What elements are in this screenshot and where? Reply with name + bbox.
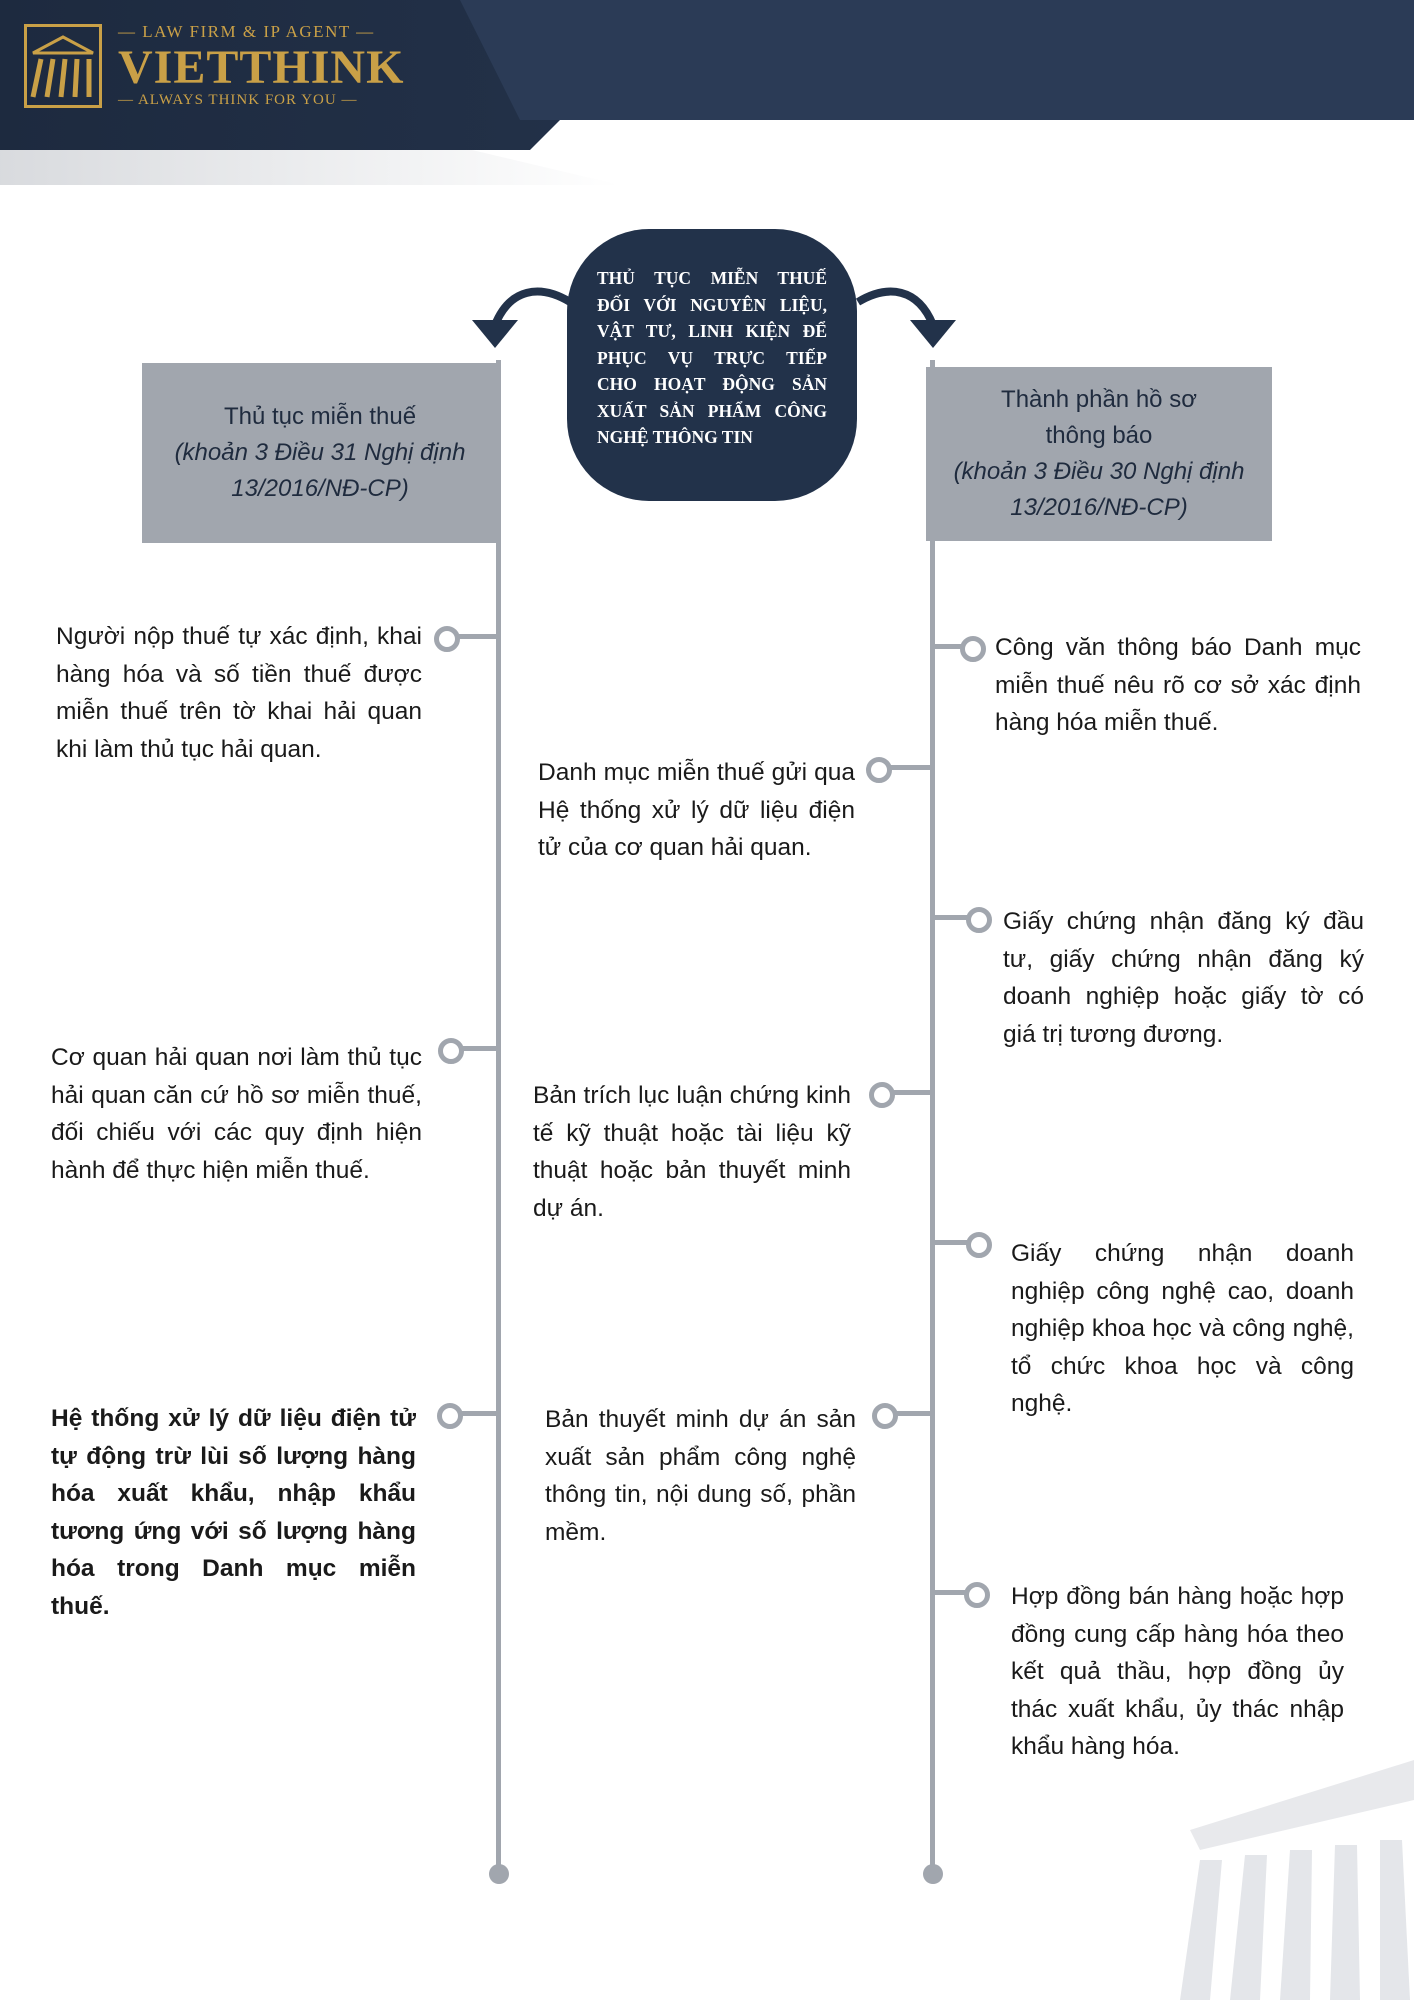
left-header-box xyxy=(142,363,498,543)
center-title-line: XUẤT SẢN PHẨM CÔNG xyxy=(597,400,827,421)
connector-stub xyxy=(461,1411,498,1416)
right-header-title: Thành phần hồ sơ xyxy=(1001,386,1197,413)
right-rail-end xyxy=(923,1864,943,1884)
left-header-ref-2: 13/2016/NĐ-CP) xyxy=(231,475,409,502)
right-item-1: Công văn thông báo Danh mục miễn thuế nêu rõ cơ sở xác định hàng hóa miễn thuế. xyxy=(995,634,1361,736)
right-header-ref: (khoản 3 Điều 30 Nghị định xyxy=(953,458,1245,485)
connector-knob xyxy=(960,636,986,662)
left-step-1: Người nộp thuế tự xác định, khai hàng hóa và số tiền thuế được miễn thuế trên tờ khai hải quan khi làm thủ tục hải quan. xyxy=(56,623,422,763)
left-header-title: Thủ tục miễn thuế xyxy=(223,403,417,430)
connector-stub xyxy=(932,915,968,920)
connector-knob xyxy=(438,1038,464,1064)
left-header-ref: (khoản 3 Điều 31 Nghị định xyxy=(174,439,466,466)
left-rail xyxy=(496,360,501,1874)
left-step-3: Hệ thống xử lý dữ liệu điện tử tự động trừ lùi số lượng hàng hóa xuất khẩu, nhập khẩu tương ứng với số lượng hàng hóa trong Danh mục miễn thuế. xyxy=(51,1405,416,1620)
middle-item-2: Bản trích lục luận chứng kinh tế kỹ thuật hoặc tài liệu kỹ thuật hoặc bản thuyết minh dự án. xyxy=(533,1082,851,1222)
left-rail-end xyxy=(489,1864,509,1884)
right-item-3: Giấy chứng nhận doanh nghiệp công nghệ cao, doanh nghiệp khoa học và công nghệ, tổ chức khoa học và công nghệ. xyxy=(1011,1240,1354,1417)
connector-knob xyxy=(437,1403,463,1429)
center-title-line: VẬT TƯ, LINH KIỆN ĐỂ xyxy=(597,321,827,341)
connector-stub xyxy=(932,1590,966,1595)
logo-emblem xyxy=(24,24,102,108)
center-title-line: PHỤC VỤ TRỰC TIẾP xyxy=(597,347,827,368)
center-title-line: ĐỐI VỚI NGUYÊN LIỆU, xyxy=(597,294,827,315)
right-header-ref-2: 13/2016/NĐ-CP) xyxy=(1010,494,1188,521)
connector-knob xyxy=(869,1082,895,1108)
right-item-4: Hợp đồng bán hàng hoặc hợp đồng cung cấp hàng hóa theo kết quả thầu, hợp đồng ủy thác xuất khẩu, ủy thác nhập khẩu hàng hóa. xyxy=(1011,1583,1344,1760)
right-rail xyxy=(930,360,935,1874)
connector-knob xyxy=(866,757,892,783)
brand-tagline-bottom: — ALWAYS THINK FOR YOU — xyxy=(118,92,358,108)
watermark-building xyxy=(1130,1760,1414,2000)
middle-item-3: Bản thuyết minh dự án sản xuất sản phẩm công nghệ thông tin, nội dung số, phần mềm. xyxy=(545,1406,856,1546)
connector-stub xyxy=(896,1411,932,1416)
left-step-2: Cơ quan hải quan nơi làm thủ tục hải quan căn cứ hồ sơ miễn thuế, đối chiếu với các quy định hiện hành để thực hiện miễn thuế. xyxy=(51,1044,422,1184)
connector-stub xyxy=(893,1090,932,1095)
connector-knob xyxy=(964,1582,990,1608)
center-title-line: CHO HOẠT ĐỘNG SẢN xyxy=(597,374,827,394)
connector-stub xyxy=(932,1240,968,1245)
middle-item-1: Danh mục miễn thuế gửi qua Hệ thống xử lý dữ liệu điện tử của cơ quan hải quan. xyxy=(538,759,855,861)
connector-stub xyxy=(462,1046,498,1051)
connector-knob xyxy=(966,907,992,933)
right-header-box xyxy=(926,367,1272,541)
right-item-2: Giấy chứng nhận đăng ký đầu tư, giấy chứng nhận đăng ký doanh nghiệp hoặc giấy tờ có giá trị tương đương. xyxy=(1003,908,1364,1048)
connector-stub xyxy=(932,644,962,649)
connector-stub xyxy=(458,634,498,639)
center-title-line: THỦ TỤC MIỄN THUẾ xyxy=(597,268,827,288)
right-header-title-2: thông báo xyxy=(1045,422,1153,449)
brand-name: VIETTHINK xyxy=(118,41,405,94)
connector-knob xyxy=(872,1403,898,1429)
connector-knob xyxy=(966,1232,992,1258)
connector-stub xyxy=(890,765,932,770)
brand-tagline-top: — LAW FIRM & IP AGENT — xyxy=(118,22,375,41)
connector-knob xyxy=(434,626,460,652)
center-title-pill xyxy=(567,229,857,501)
center-title-line: NGHỆ THÔNG TIN xyxy=(597,427,753,447)
